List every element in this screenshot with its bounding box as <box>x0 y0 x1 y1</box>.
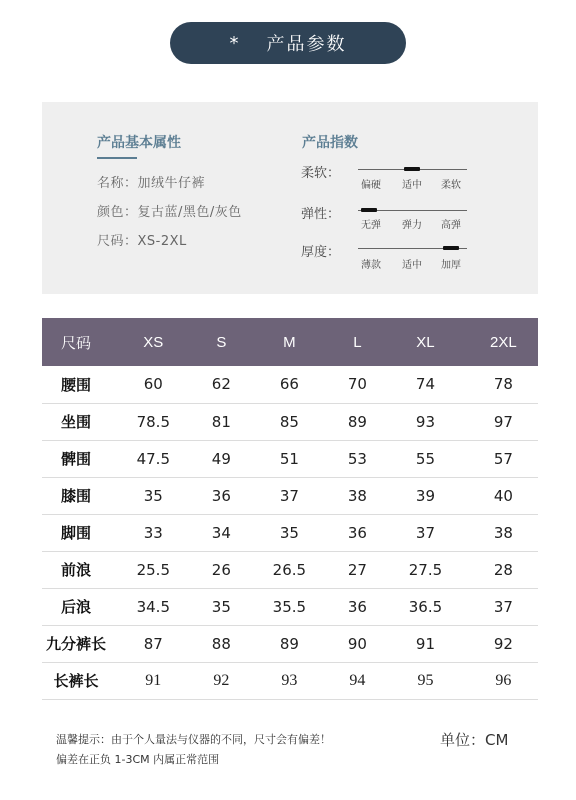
table-cell: 36 <box>333 514 382 551</box>
product-info-panel <box>42 102 538 294</box>
elasticity-mark-mid: 弹力 <box>402 220 422 231</box>
header-s: S <box>197 318 246 366</box>
table-row <box>42 625 538 662</box>
table-cell: 26.5 <box>246 551 333 588</box>
elasticity-mark-low: 无弹 <box>361 220 381 231</box>
table-cell: 25.5 <box>110 551 197 588</box>
table-cell: 70 <box>333 366 382 403</box>
row-label: 髀围 <box>42 440 110 477</box>
row-label: 膝围 <box>42 477 110 514</box>
attributes-underline <box>97 157 137 159</box>
softness-mark-low: 偏硬 <box>361 180 381 191</box>
elasticity-mark-high: 高弹 <box>441 220 461 231</box>
attributes-heading: 产品基本属性 <box>97 135 181 151</box>
row-label: 腰围 <box>42 366 110 403</box>
table-cell: 74 <box>382 366 469 403</box>
table-cell: 38 <box>469 514 538 551</box>
attribute-color: 颜色：复古蓝/黑色/灰色 <box>97 205 242 220</box>
table-cell: 53 <box>333 440 382 477</box>
star-icon: * <box>229 32 241 54</box>
table-row <box>42 403 538 440</box>
thickness-marker <box>443 246 459 250</box>
table-cell: 92 <box>197 662 246 699</box>
attribute-name: 名称：加绒牛仔裤 <box>97 176 206 191</box>
softness-marker <box>404 167 420 171</box>
table-cell: 66 <box>246 366 333 403</box>
table-cell: 93 <box>382 403 469 440</box>
table-row <box>42 551 538 588</box>
row-label: 坐围 <box>42 403 110 440</box>
table-cell: 27.5 <box>382 551 469 588</box>
table-row <box>42 662 538 699</box>
table-cell: 62 <box>197 366 246 403</box>
table-row <box>42 514 538 551</box>
table-cell: 36.5 <box>382 588 469 625</box>
thickness-label: 厚度： <box>301 245 341 260</box>
section-title: 产品参数 <box>266 34 347 55</box>
table-cell: 37 <box>246 477 333 514</box>
table-cell: 78 <box>469 366 538 403</box>
elasticity-label: 弹性： <box>301 207 341 222</box>
table-cell: 27 <box>333 551 382 588</box>
table-cell: 47.5 <box>110 440 197 477</box>
header-m: M <box>246 318 333 366</box>
table-cell: 78.5 <box>110 403 197 440</box>
table-cell: 93 <box>246 662 333 699</box>
table-cell: 57 <box>469 440 538 477</box>
table-cell: 90 <box>333 625 382 662</box>
unit-label: 单位：CM <box>440 731 509 749</box>
table-cell: 95 <box>382 662 469 699</box>
table-cell: 89 <box>246 625 333 662</box>
table-cell: 28 <box>469 551 538 588</box>
elasticity-marker <box>361 208 377 212</box>
thickness-mark-low: 薄款 <box>361 260 381 271</box>
table-cell: 87 <box>110 625 197 662</box>
header-l: L <box>333 318 382 366</box>
thickness-mark-mid: 适中 <box>402 260 422 271</box>
table-cell: 85 <box>246 403 333 440</box>
thickness-mark-high: 加厚 <box>441 260 461 271</box>
table-cell: 91 <box>382 625 469 662</box>
row-label: 后浪 <box>42 588 110 625</box>
table-cell: 35 <box>110 477 197 514</box>
size-chart-table <box>42 318 538 700</box>
table-cell: 35.5 <box>246 588 333 625</box>
header-xl: XL <box>382 318 469 366</box>
attribute-size: 尺码：XS-2XL <box>97 234 187 249</box>
table-row <box>42 588 538 625</box>
table-cell: 55 <box>382 440 469 477</box>
row-label: 长裤长 <box>42 662 110 699</box>
softness-mark-mid: 适中 <box>402 180 422 191</box>
table-cell: 40 <box>469 477 538 514</box>
section-title-pill <box>170 22 406 64</box>
table-cell: 37 <box>469 588 538 625</box>
table-cell: 37 <box>382 514 469 551</box>
note-line-1: 温馨提示：由于个人量法与仪器的不同，尺寸会有偏差！ <box>56 733 331 746</box>
table-cell: 35 <box>246 514 333 551</box>
table-cell: 92 <box>469 625 538 662</box>
table-cell: 38 <box>333 477 382 514</box>
table-cell: 34 <box>197 514 246 551</box>
header-xs: XS <box>110 318 197 366</box>
header-size: 尺码 <box>42 318 110 366</box>
table-cell: 60 <box>110 366 197 403</box>
table-header-row <box>42 318 538 366</box>
table-cell: 39 <box>382 477 469 514</box>
table-row <box>42 366 538 403</box>
table-cell: 88 <box>197 625 246 662</box>
table-cell: 33 <box>110 514 197 551</box>
table-cell: 34.5 <box>110 588 197 625</box>
row-label: 前浪 <box>42 551 110 588</box>
table-cell: 96 <box>469 662 538 699</box>
table-cell: 91 <box>110 662 197 699</box>
table-cell: 36 <box>197 477 246 514</box>
softness-mark-high: 柔软 <box>441 180 461 191</box>
table-row <box>42 477 538 514</box>
table-cell: 26 <box>197 551 246 588</box>
table-cell: 81 <box>197 403 246 440</box>
indices-heading: 产品指数 <box>302 135 358 151</box>
table-cell: 36 <box>333 588 382 625</box>
table-cell: 51 <box>246 440 333 477</box>
header-2xl: 2XL <box>469 318 538 366</box>
table-cell: 94 <box>333 662 382 699</box>
note-line-2: 偏差在正负 1-3CM 内属正常范围 <box>56 753 220 766</box>
row-label: 九分裤长 <box>42 625 110 662</box>
table-cell: 49 <box>197 440 246 477</box>
row-label: 脚围 <box>42 514 110 551</box>
softness-label: 柔软： <box>301 166 341 181</box>
table-cell: 89 <box>333 403 382 440</box>
table-row <box>42 440 538 477</box>
table-cell: 35 <box>197 588 246 625</box>
table-cell: 97 <box>469 403 538 440</box>
